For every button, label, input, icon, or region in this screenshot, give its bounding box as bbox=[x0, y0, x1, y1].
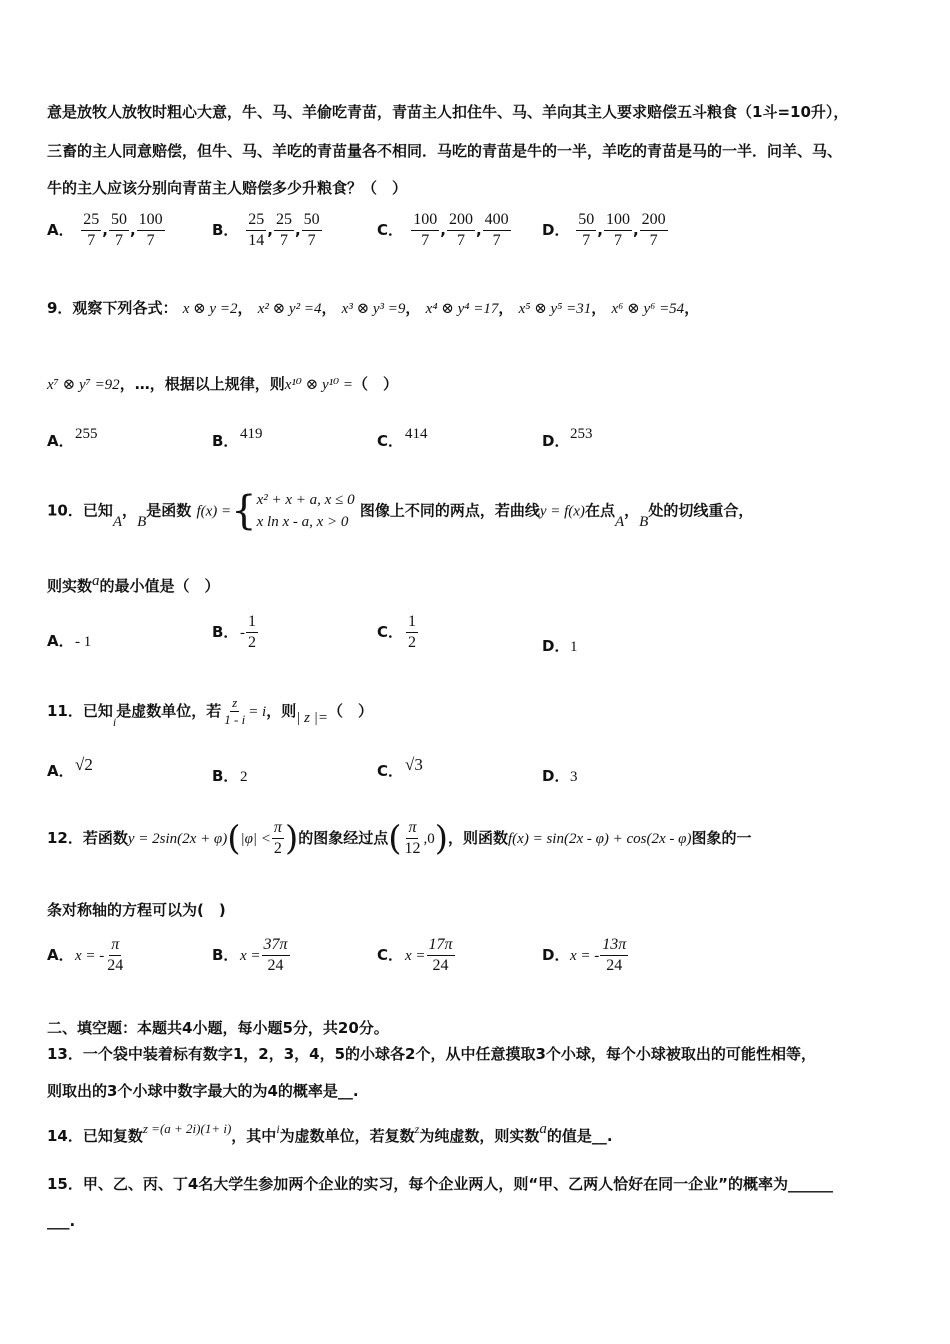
q8-option-b[interactable]: B． $\frac{25}{14}$ , $\frac{25}{7}$ , $\frac{50}{7}$ bbox=[212, 211, 320, 249]
q9-option-b[interactable]: B． 419 bbox=[212, 426, 263, 450]
q12-line-2: 条对称轴的方程可以为( ) bbox=[47, 901, 226, 919]
q9-expr-6: x⁶ ⊗ y⁶ =54 bbox=[611, 301, 685, 317]
q10-line-2: 则实数a的最小值是（ ） bbox=[47, 573, 220, 595]
q12-option-c[interactable]: C． x = $\frac{17\pi}{24}$ bbox=[377, 936, 453, 974]
q12-option-d[interactable]: D．x = - $\frac{13\pi}{24}$ bbox=[542, 936, 627, 974]
q12-line-1: 12．若函数y = 2sin(2x + φ)(|φ| < $\frac{\pi}{2}$ )的图象经过点( $\frac{\pi}{12}$ ,0)，则函数f(x) = sin(2x - φ) + cos(2x - φ)图象的一 bbox=[47, 818, 752, 859]
q11-option-d[interactable]: D．3 bbox=[542, 767, 578, 785]
q8-line-1: 意是放牧人放牧时粗心大意，牛、马、羊偷吃青苗，青苗主人扣住牛、马、羊向其主人要求赔偿五斗粮食（1斗=10升）， bbox=[47, 103, 849, 121]
q9-option-a[interactable]: A．255 bbox=[47, 426, 98, 450]
q8-line-2: 三畜的主人同意赔偿，但牛、马、羊吃的青苗量各不相同．马吃的青苗是牛的一半，羊吃的青苗是马的一半．问羊、马、 bbox=[47, 142, 843, 160]
q11-option-a[interactable]: A．√2 bbox=[47, 755, 93, 780]
q8-option-c[interactable]: C． $\frac{100}{7}$ , $\frac{200}{7}$ , $\frac{400}{7}$ bbox=[377, 211, 509, 249]
q8-option-a[interactable]: A． $\frac{25}{7}$ , $\frac{50}{7}$ , $\frac{100}{7}$ bbox=[47, 211, 163, 249]
q9-expr-1: x ⊗ y =2 bbox=[182, 301, 238, 317]
q9-expr-5: x⁵ ⊗ y⁵ =31 bbox=[518, 301, 592, 317]
q14-line-1: 14．已知复数z =(a + 2i)(1+ i)，其中$^i$为虚数单位，若复数$^z$为纯虚数，则实数a的值是__. bbox=[47, 1121, 613, 1145]
section-heading: 二、填空题：本题共4小题，每小题5分，共20分。 bbox=[47, 1019, 389, 1037]
q9-option-d[interactable]: D．253 bbox=[542, 426, 593, 450]
q11-option-c[interactable]: C． √3 bbox=[377, 755, 423, 780]
q8-line-3: 牛的主人应该分别向青苗主人赔偿多少升粮食？（ ） bbox=[47, 179, 408, 197]
q9-line-1: 9．观察下列各式： x ⊗ y =2， x² ⊗ y² =4， x³ ⊗ y³ =9， x⁴ ⊗ y⁴ =17， x⁵ ⊗ y⁵ =31， x⁶ ⊗ y⁶ =54， bbox=[47, 299, 700, 317]
q9-line-2: x⁷ ⊗ y⁷ =92，…，根据以上规律，则x¹⁰ ⊗ y¹⁰ =（ ） bbox=[47, 375, 398, 393]
q10-line-1: 10．已知A，B是函数 f(x) ={x² + x + a, x ≤ 0 x ln x - a, x > 0 图像上不同的两点，若曲线y = f(x)在点A，B处的切线重合， bbox=[47, 488, 754, 534]
q11-line-1: 11．已知$_i$是虚数单位，若 $\frac{z}{1 - i}$ = i，则| z |=（ ） bbox=[47, 695, 373, 729]
q15-line-1: 15．甲、乙、丙、丁4名大学生参加两个企业的实习，每个企业两人，则“甲、乙两人恰好在同一企业”的概率为______ bbox=[47, 1175, 834, 1193]
q13-line-2: 则取出的3个小球中数字最大的为4的概率是__. bbox=[47, 1082, 359, 1100]
q8-option-d[interactable]: D． $\frac{50}{7}$ , $\frac{100}{7}$ , $\frac{200}{7}$ bbox=[542, 211, 666, 249]
q10-option-c[interactable]: C． $\frac{1}{2}$ bbox=[377, 613, 416, 651]
q9-expr-2: x² ⊗ y² =4 bbox=[257, 301, 322, 317]
q12-option-a[interactable]: A．x = - $\frac{\pi}{24}$ bbox=[47, 936, 124, 974]
q10-option-b[interactable]: B． - $\frac{1}{2}$ bbox=[212, 613, 256, 651]
q9-option-c[interactable]: C． 414 bbox=[377, 426, 428, 450]
q10-option-d[interactable]: D．1 bbox=[542, 637, 578, 655]
q9-expr-4: x⁴ ⊗ y⁴ =17 bbox=[425, 301, 499, 317]
q9-expr-3: x³ ⊗ y³ =9 bbox=[341, 301, 406, 317]
q12-option-b[interactable]: B． x = $\frac{37\pi}{24}$ bbox=[212, 936, 288, 974]
q13-line-1: 13．一个袋中装着标有数字1，2，3，4，5的小球各2个，从中任意摸取3个小球，每个小球被取出的可能性相等， bbox=[47, 1045, 816, 1063]
q10-option-a[interactable]: A．- 1 bbox=[47, 632, 92, 650]
q11-option-b[interactable]: B． 2 bbox=[212, 767, 248, 785]
q15-line-2: ___. bbox=[47, 1212, 76, 1230]
